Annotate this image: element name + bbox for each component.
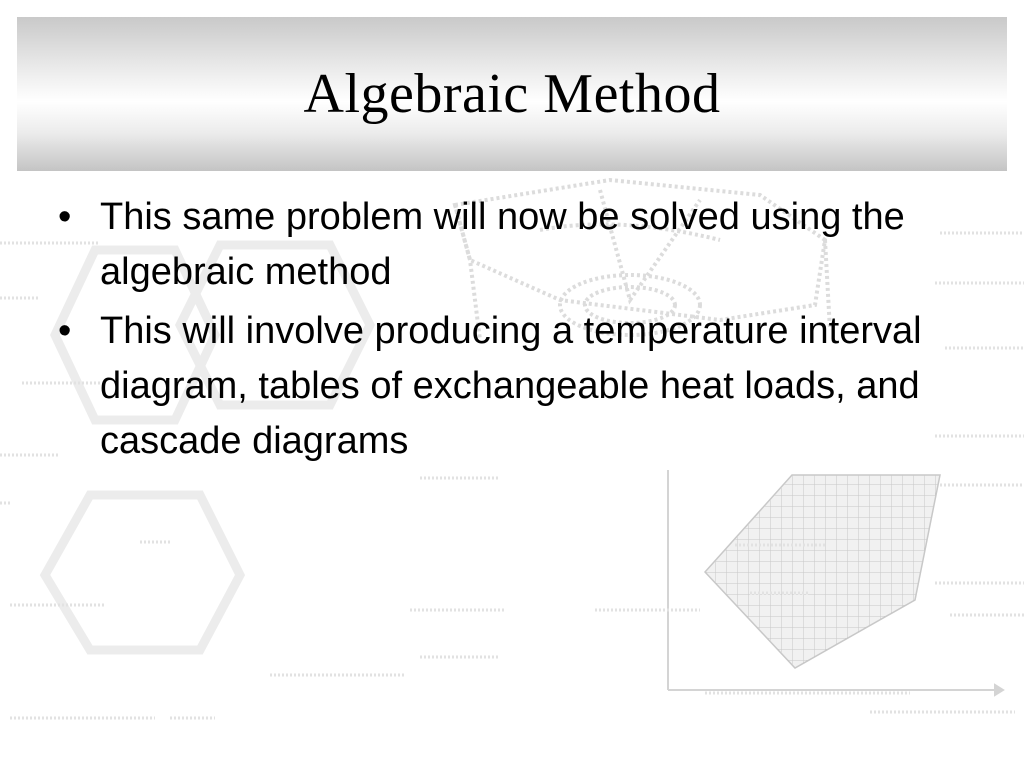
bullet-list [58, 190, 958, 473]
slide-title: Algebraic Method [303, 63, 721, 125]
bullet-item [58, 190, 958, 300]
bullet-text: This will involve producing a temperature interval diagram, tables of exchangeable heat loads, and cascade diagrams [100, 310, 922, 462]
bullet-text: This same problem will now be solved using the algebraic method [100, 196, 905, 293]
bullet-marker: • [58, 310, 72, 352]
grid-shape-decoration [705, 475, 940, 668]
title-bar [17, 17, 1007, 171]
bullet-item [58, 304, 958, 469]
bullet-marker: • [58, 196, 72, 238]
